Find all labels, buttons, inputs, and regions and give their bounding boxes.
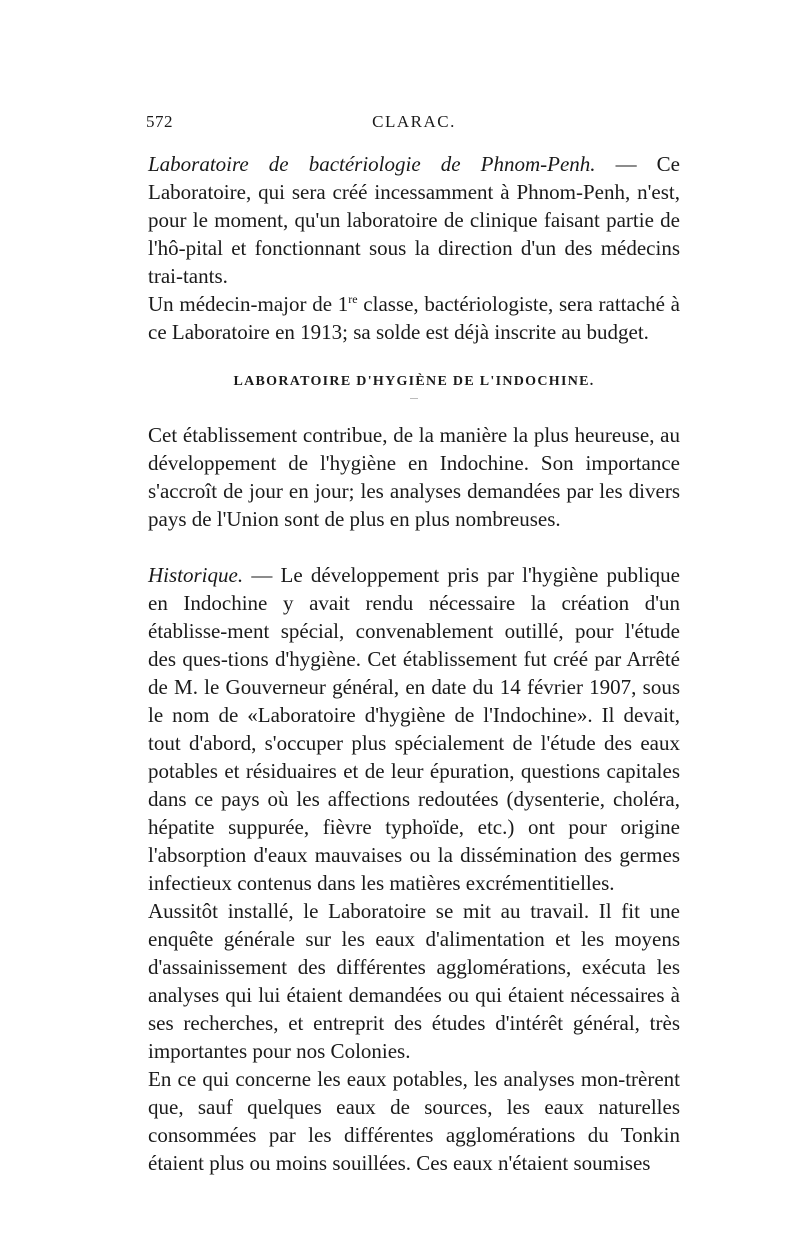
- historique-label: Historique.: [148, 563, 244, 587]
- historique-text: — Le développement pris par l'hygiène publique en Indochine y avait rendu nécessaire la création d'un établisse-ment spécial, convenablement outillé, pour l'étude des ques-tions d'hygiène. Cet établissement fut créé par Arrêté de M. le Gouverneur général, en date du 14 février 1907, sous le nom de «Laboratoire d'hygiène de l'Indochine». Il devait, tout d'abord, s'occuper plus spécialement de l'étude des eaux potables et résiduaires et de leur épuration, questions capitales dans ce pays où les affections redoutées (dysenterie, choléra, hépatite suppurée, fièvre typhoïde, etc.) ont pour origine l'absorption d'eaux mauvaises ou la dissémination des germes infectieux contenus dans les matières excrémentitielles.: [148, 563, 680, 895]
- section-dash-mark: [410, 398, 418, 399]
- paragraph-medecin-after: classe, bactériologiste, sera rattaché à ce Laboratoire en 1913; sa solde est déjà inscrite au budget.: [148, 292, 680, 344]
- section-title-phnom-penh: Laboratoire de bactériologie de Phnom-Penh.: [148, 152, 596, 176]
- running-head: [148, 112, 680, 136]
- paragraph-en-ce-qui-concerne: En ce qui concerne les eaux potables, les analyses mon-trèrent que, sauf quelques eaux de sources, les eaux naturelles consommées par les différentes agglomérations du Tonkin étaient plus ou moins souillées. Ces eaux n'étaient soumises: [148, 1067, 680, 1175]
- paragraph-intro: Cet établissement contribue, de la manière la plus heureuse, au développement de l'hygiène en Indochine. Son importance s'accroît de jour en jour; les analyses demandées par les divers pays de l'Union sont de plus en plus nombreuses.: [148, 423, 680, 531]
- running-title: CLARAC.: [372, 112, 456, 131]
- book-page: [148, 112, 680, 1177]
- paragraph-phnom-penh-text: — Ce Laboratoire, qui sera créé incessamment à Phnom-Penh, n'est, pour le moment, qu'un laboratoire de clinique faisant partie de l'hô-pital et fonctionnant sous la direction d'un des médecins trai-tants.: [148, 152, 681, 288]
- section-heading-laboratoire-hygiene: LABORATOIRE D'HYGIÈNE DE L'INDOCHINE.: [233, 374, 595, 389]
- page-number: 572: [146, 112, 173, 131]
- paragraph-aussitot: Aussitôt installé, le Laboratoire se mit au travail. Il fit une enquête générale sur les eaux d'alimentation et les moyens d'assainissement des différentes agglomérations, exécuta les analyses qui lui étaient demandées ou qui étaient nécessaires à ses recherches, et entreprit des études d'intérêt général, très importantes pour nos Colonies.: [148, 899, 680, 1063]
- paragraph-medecin-before: Un médecin-major de 1: [148, 292, 349, 316]
- superscript-re: re: [348, 292, 358, 306]
- paragraph-phnom-penh-lab: [148, 150, 680, 290]
- paragraph-historique: [148, 561, 680, 897]
- paragraph-medecin-major: [148, 290, 680, 346]
